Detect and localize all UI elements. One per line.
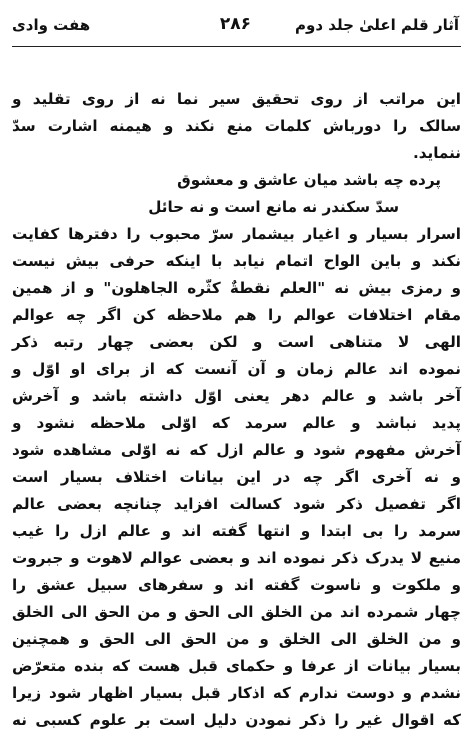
text-line: و ملکوت و ناسوت گفته اند و سفرهای سبیل عشق را [12, 576, 461, 594]
text-line: نکند و باین الواح اتمام نیابد با اینکه حرفی بیش نیست [12, 252, 461, 270]
text-line: سالک را دورباش کلمات منع نکند و هیمنه اشارت سدّ [12, 117, 461, 135]
text-line: ننماید. [412, 144, 461, 162]
header-rule [12, 46, 461, 47]
text-line: آخرش مفهوم شود و عالم ازل که نه اوّلی مشاهده شود [12, 441, 461, 459]
section-title: هفت وادی [12, 16, 91, 34]
text-line: و رمزی بیش نه "العلم نقطةٌ کثّره الجاهلون" و از همین [12, 279, 461, 297]
text-line: سرمد را بی ابتدا و انتها گفته اند و عالم ازل را غیب [12, 522, 461, 540]
text-line: الهی لا متناهی است و لکن بعضی چهار رتبه ذکر [12, 333, 461, 351]
verse-line: پرده چه باشد میان عاشق و معشوق [177, 171, 441, 189]
text-line: اسرار بسیار و اغیار بیشمار سرّ محبوب را دفترها کفایت [12, 225, 461, 243]
text-line: آخر باشد و عالم دهر یعنی اوّل داشته باشد و آخرش [12, 387, 461, 405]
text-line: که اقوال غیر را ذکر نمودن دلیل است بر علوم کسبی نه [12, 711, 461, 729]
text-line: و من الخلق الی الخلق و من الحق الی الحق و همچنین [12, 630, 461, 648]
text-line: منیع لا یدرک ذکر نموده اند و بعضی عوالم لاهوت و جبروت [12, 549, 461, 567]
running-header [10, 6, 461, 46]
text-line: بسیار بیانات از عرفا و حکمای قبل هست که بنده متعرّض [12, 657, 461, 675]
text-line: پدید نباشد و عالم سرمد که اوّلی ملاحظه نشود و [12, 414, 461, 432]
text-line: نموده اند عالم زمان و آن آنست که از برای او اوّل و [12, 360, 461, 378]
body-text [12, 86, 461, 734]
text-line: چهار شمرده اند من الخلق الی الحق و من الحق الی الخلق [12, 603, 461, 621]
text-line: و نه آخری اگر چه در این بیانات اختلاف بسیار است [12, 468, 461, 486]
book-title: آثار قلم اعلیٰ جلد دوم [295, 16, 459, 34]
text-line: مقام اختلافات عوالم را هم ملاحظه کن اگر چه عوالم [12, 306, 461, 324]
verse-line: سدّ سکندر نه مانع است و نه حائل [148, 198, 399, 216]
text-line: این مراتب از روی تحقیق سیر نما نه از روی تقلید و [12, 90, 461, 108]
text-line: نشدم و دوست ندارم که اذکار قبل بسیار اظهار شود زیرا [12, 684, 461, 702]
page-number: ۲۸۶ [219, 14, 252, 34]
text-line: اگر تفصیل ذکر شود کسالت افزاید چنانچه بعضی عالم [12, 495, 461, 513]
